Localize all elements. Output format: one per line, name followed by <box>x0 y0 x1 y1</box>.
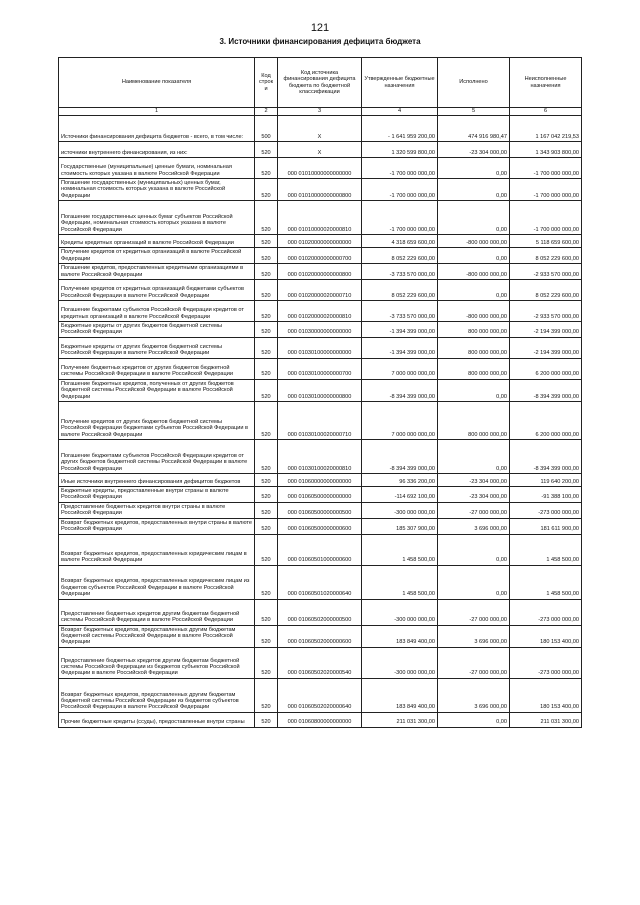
row-indicator-name: источники внутреннего финансирования, из них: <box>59 142 255 158</box>
row-indicator-name: Предоставление бюджетных кредитов другим бюджетам бюджетной системы Российской Федерации в валюте Российской Федерации <box>59 599 255 625</box>
row-line-code: 520 <box>255 358 278 379</box>
row-line-code: 520 <box>255 647 278 678</box>
row-indicator-name: Возврат бюджетных кредитов, предоставленных другим бюджетам бюджетной системы Российской Федерации из бюджетов субъектов Российской Федерации в валюте Российской Федерации <box>59 678 255 712</box>
row-approved-amount: 1 458 500,00 <box>362 534 438 565</box>
row-approved-amount: 7 000 000 000,00 <box>362 358 438 379</box>
row-executed-amount: 0,00 <box>438 565 510 599</box>
row-line-code: 520 <box>255 379 278 401</box>
row-source-code: 000 01060501000000600 <box>278 534 362 565</box>
row-indicator-name: Погашение бюджетами субъектов Российской Федерации кредитов от кредитных организаций в валюте Российской Федерации <box>59 300 255 321</box>
row-indicator-name: Иные источники внутреннего финансирования дефицитов бюджетов <box>59 474 255 487</box>
row-unexecuted-amount: -2 933 570 000,00 <box>510 264 582 280</box>
row-source-code: 000 01030100020000810 <box>278 440 362 474</box>
table-row <box>59 235 582 248</box>
row-line-code: 520 <box>255 565 278 599</box>
row-executed-amount: 474 916 980,47 <box>438 116 510 142</box>
row-line-code: 520 <box>255 712 278 727</box>
row-approved-amount: 96 336 200,00 <box>362 474 438 487</box>
row-line-code: 520 <box>255 502 278 518</box>
row-executed-amount: 3 696 000,00 <box>438 518 510 534</box>
row-executed-amount: -23 304 000,00 <box>438 487 510 503</box>
row-indicator-name: Возврат бюджетных кредитов, предоставленных юридическим лицам из бюджетов субъектов Российской Федерации в валюте Российской Федерации <box>59 565 255 599</box>
row-indicator-name: Государственные (муниципальные) ценные бумаги, номинальная стоимость которых указана в валюте Российской Федерации <box>59 158 255 179</box>
row-executed-amount: -27 000 000,00 <box>438 647 510 678</box>
table-row <box>59 625 582 647</box>
table-body <box>59 116 582 728</box>
table-row <box>59 534 582 565</box>
row-line-code: 520 <box>255 201 278 235</box>
column-number: 4 <box>362 108 438 116</box>
row-indicator-name: Погашение кредитов, предоставленных кредитными организациями в валюте Российской Федерации <box>59 264 255 280</box>
row-indicator-name: Получение кредитов от других бюджетов бюджетной системы Российской Федерации бюджетами субъектов Российской Федерации в валюте Российской Федерации <box>59 402 255 440</box>
row-indicator-name: Погашение государственных (муниципальных) ценных бумаг, номинальная стоимость которых указана в валюте Российской Федерации <box>59 179 255 201</box>
row-executed-amount: 0,00 <box>438 712 510 727</box>
row-source-code: 000 01030100000000700 <box>278 358 362 379</box>
table-row <box>59 647 582 678</box>
row-indicator-name: Возврат бюджетных кредитов, предоставленных другим бюджетам бюджетной системы Российской Федерации в валюте Российской Федерации <box>59 625 255 647</box>
header-line-code: Код строк и <box>255 58 278 108</box>
row-executed-amount: -23 304 000,00 <box>438 474 510 487</box>
row-executed-amount: 0,00 <box>438 179 510 201</box>
row-executed-amount: 0,00 <box>438 440 510 474</box>
row-line-code: 520 <box>255 279 278 300</box>
row-line-code: 500 <box>255 116 278 142</box>
row-source-code: 000 01030100000000800 <box>278 379 362 401</box>
row-line-code: 520 <box>255 534 278 565</box>
row-executed-amount: 0,00 <box>438 279 510 300</box>
row-executed-amount: -27 000 000,00 <box>438 502 510 518</box>
row-source-code: 000 01060000000000000 <box>278 474 362 487</box>
row-line-code: 520 <box>255 248 278 264</box>
row-line-code: 520 <box>255 625 278 647</box>
table-row <box>59 712 582 727</box>
row-executed-amount: 0,00 <box>438 201 510 235</box>
row-indicator-name: Возврат бюджетных кредитов, предоставленных внутри страны в валюте Российской Федерации <box>59 518 255 534</box>
row-indicator-name: Бюджетные кредиты от других бюджетов бюджетной системы Российской Федерации в валюте Российской Федерации <box>59 337 255 358</box>
row-line-code: 520 <box>255 678 278 712</box>
row-executed-amount: -23 304 000,00 <box>438 142 510 158</box>
row-approved-amount: 183 849 400,00 <box>362 678 438 712</box>
row-unexecuted-amount: 180 153 400,00 <box>510 678 582 712</box>
section-title: 3. Источники финансирования дефицита бюджета <box>219 37 421 46</box>
table-row <box>59 142 582 158</box>
row-approved-amount: 1 458 500,00 <box>362 565 438 599</box>
row-executed-amount: 3 696 000,00 <box>438 625 510 647</box>
row-line-code: 520 <box>255 300 278 321</box>
row-unexecuted-amount: -2 933 570 000,00 <box>510 300 582 321</box>
column-number-row <box>59 108 582 116</box>
table-row <box>59 402 582 440</box>
row-executed-amount: 800 000 000,00 <box>438 337 510 358</box>
row-approved-amount: -1 700 000 000,00 <box>362 179 438 201</box>
row-indicator-name: Погашение бюджетных кредитов, полученных от других бюджетов бюджетной системы Российской Федерации в валюте Российской Федерации <box>59 379 255 401</box>
row-unexecuted-amount: 181 611 900,00 <box>510 518 582 534</box>
row-line-code: 520 <box>255 474 278 487</box>
row-approved-amount: -1 700 000 000,00 <box>362 201 438 235</box>
row-indicator-name: Кредиты кредитных организаций в валюте Российской Федерации <box>59 235 255 248</box>
row-source-code: X <box>278 116 362 142</box>
row-approved-amount: 4 318 659 600,00 <box>362 235 438 248</box>
financing-sources-table <box>58 57 582 728</box>
row-source-code: 000 01060502020000640 <box>278 678 362 712</box>
header-indicator-name: Наименование показателя <box>59 58 255 108</box>
row-unexecuted-amount: 5 118 659 600,00 <box>510 235 582 248</box>
row-source-code: 000 01060502000000500 <box>278 599 362 625</box>
table-row <box>59 474 582 487</box>
row-executed-amount: 0,00 <box>438 158 510 179</box>
row-source-code: 000 01060500000000000 <box>278 487 362 503</box>
row-unexecuted-amount: -91 388 100,00 <box>510 487 582 503</box>
row-approved-amount: -1 394 399 000,00 <box>362 337 438 358</box>
row-executed-amount: 3 696 000,00 <box>438 678 510 712</box>
row-source-code: X <box>278 142 362 158</box>
row-indicator-name: Погашение государственных ценных бумаг субъектов Российской Федерации, номинальная стоимость которых указана в валюте Российской Федерации <box>59 201 255 235</box>
row-approved-amount: -300 000 000,00 <box>362 647 438 678</box>
column-number: 1 <box>59 108 255 116</box>
table-row <box>59 248 582 264</box>
row-unexecuted-amount: 119 640 200,00 <box>510 474 582 487</box>
row-source-code: 000 01020000000000800 <box>278 264 362 280</box>
header-unexecuted: Неисполненные назначения <box>510 58 582 108</box>
row-source-code: 000 01060500000000500 <box>278 502 362 518</box>
row-source-code: 000 01020000000000000 <box>278 235 362 248</box>
row-source-code: 000 01020000000000700 <box>278 248 362 264</box>
row-approved-amount: 8 052 229 600,00 <box>362 248 438 264</box>
table-row <box>59 201 582 235</box>
row-source-code: 000 01010000020000810 <box>278 201 362 235</box>
row-source-code: 000 01060502000000600 <box>278 625 362 647</box>
row-executed-amount: -800 000 000,00 <box>438 264 510 280</box>
row-source-code: 000 01020000020000810 <box>278 300 362 321</box>
row-unexecuted-amount: -273 000 000,00 <box>510 599 582 625</box>
table-row <box>59 279 582 300</box>
row-approved-amount: -114 692 100,00 <box>362 487 438 503</box>
row-indicator-name: Получение бюджетных кредитов от других бюджетов бюджетной системы Российской Федерации в валюте Российской Федерации <box>59 358 255 379</box>
table-row <box>59 358 582 379</box>
row-source-code: 000 01020000020000710 <box>278 279 362 300</box>
row-executed-amount: 800 000 000,00 <box>438 358 510 379</box>
row-line-code: 520 <box>255 235 278 248</box>
table-row <box>59 179 582 201</box>
row-line-code: 520 <box>255 599 278 625</box>
row-unexecuted-amount: 211 031 300,00 <box>510 712 582 727</box>
row-approved-amount: - 1 641 959 200,00 <box>362 116 438 142</box>
row-approved-amount: -3 733 570 000,00 <box>362 264 438 280</box>
row-approved-amount: 211 031 300,00 <box>362 712 438 727</box>
row-source-code: 000 01060501020000640 <box>278 565 362 599</box>
column-number: 5 <box>438 108 510 116</box>
row-executed-amount: -27 000 000,00 <box>438 599 510 625</box>
table-row <box>59 264 582 280</box>
row-indicator-name: Погашение бюджетами субъектов Российской Федерации кредитов от других бюджетов бюджетной системы Российской Федерации в валюте Российской Федерации <box>59 440 255 474</box>
row-line-code: 520 <box>255 321 278 337</box>
table-row <box>59 337 582 358</box>
table-row <box>59 565 582 599</box>
row-approved-amount: 1 320 599 800,00 <box>362 142 438 158</box>
row-unexecuted-amount: 1 343 903 800,00 <box>510 142 582 158</box>
table-row <box>59 116 582 142</box>
row-unexecuted-amount: 1 458 500,00 <box>510 534 582 565</box>
row-indicator-name: Получение кредитов от кредитных организаций в валюте Российской Федерации <box>59 248 255 264</box>
table-row <box>59 487 582 503</box>
row-unexecuted-amount: -1 700 000 000,00 <box>510 201 582 235</box>
row-indicator-name: Прочие бюджетные кредиты (ссуды), предоставленные внутри страны <box>59 712 255 727</box>
table-row <box>59 599 582 625</box>
column-number: 2 <box>255 108 278 116</box>
column-number: 6 <box>510 108 582 116</box>
row-source-code: 000 01030100000000000 <box>278 337 362 358</box>
row-line-code: 520 <box>255 402 278 440</box>
row-approved-amount: -300 000 000,00 <box>362 599 438 625</box>
row-unexecuted-amount: -8 394 399 000,00 <box>510 379 582 401</box>
row-approved-amount: -8 394 399 000,00 <box>362 379 438 401</box>
row-unexecuted-amount: 8 052 229 600,00 <box>510 279 582 300</box>
row-line-code: 520 <box>255 518 278 534</box>
row-indicator-name: Источники финансирования дефицита бюджетов - всего, в том числе: <box>59 116 255 142</box>
row-source-code: 000 01060500000000600 <box>278 518 362 534</box>
row-indicator-name: Бюджетные кредиты, предоставленные внутри страны в валюте Российской Федерации <box>59 487 255 503</box>
row-unexecuted-amount: 6 200 000 000,00 <box>510 402 582 440</box>
row-executed-amount: 0,00 <box>438 379 510 401</box>
row-approved-amount: -1 700 000 000,00 <box>362 158 438 179</box>
table-row <box>59 518 582 534</box>
row-line-code: 520 <box>255 158 278 179</box>
row-executed-amount: -800 000 000,00 <box>438 300 510 321</box>
page-number: 121 <box>310 22 330 34</box>
row-indicator-name: Предоставление бюджетных кредитов внутри страны в валюте Российской Федерации <box>59 502 255 518</box>
row-indicator-name: Бюджетные кредиты от других бюджетов бюджетной системы Российской Федерации <box>59 321 255 337</box>
row-executed-amount: 0,00 <box>438 534 510 565</box>
row-executed-amount: 800 000 000,00 <box>438 321 510 337</box>
table-row <box>59 502 582 518</box>
row-executed-amount: 0,00 <box>438 248 510 264</box>
row-indicator-name: Получение кредитов от кредитных организаций бюджетами субъектов Российской Федерации в валюте Российской Федерации <box>59 279 255 300</box>
row-unexecuted-amount: 180 153 400,00 <box>510 625 582 647</box>
table-row <box>59 379 582 401</box>
row-approved-amount: -8 394 399 000,00 <box>362 440 438 474</box>
row-source-code: 000 01010000000000800 <box>278 179 362 201</box>
row-source-code: 000 01060502020000540 <box>278 647 362 678</box>
row-source-code: 000 01030100020000710 <box>278 402 362 440</box>
row-unexecuted-amount: -1 700 000 000,00 <box>510 158 582 179</box>
row-approved-amount: 7 000 000 000,00 <box>362 402 438 440</box>
table-header-row <box>59 58 582 108</box>
header-source-code: Код источника финансирования дефицита бюджета по бюджетной классификации <box>278 58 362 108</box>
row-source-code: 000 01060800000000000 <box>278 712 362 727</box>
row-approved-amount: 185 307 900,00 <box>362 518 438 534</box>
row-approved-amount: 8 052 229 600,00 <box>362 279 438 300</box>
header-executed: Исполнено <box>438 58 510 108</box>
row-source-code: 000 01010000000000000 <box>278 158 362 179</box>
row-unexecuted-amount: -1 700 000 000,00 <box>510 179 582 201</box>
column-number: 3 <box>278 108 362 116</box>
row-executed-amount: -800 000 000,00 <box>438 235 510 248</box>
table-row <box>59 440 582 474</box>
row-unexecuted-amount: -273 000 000,00 <box>510 502 582 518</box>
row-unexecuted-amount: -8 394 399 000,00 <box>510 440 582 474</box>
row-unexecuted-amount: -273 000 000,00 <box>510 647 582 678</box>
row-unexecuted-amount: -2 194 399 000,00 <box>510 321 582 337</box>
row-indicator-name: Предоставление бюджетных кредитов другим бюджетам бюджетной системы Российской Федерации из бюджетов субъектов Российской Федерации в валюте Российской Федерации <box>59 647 255 678</box>
row-approved-amount: -1 394 399 000,00 <box>362 321 438 337</box>
table-row <box>59 158 582 179</box>
row-line-code: 520 <box>255 264 278 280</box>
header-approved: Утвержденные бюджетные назначения <box>362 58 438 108</box>
row-unexecuted-amount: 6 200 000 000,00 <box>510 358 582 379</box>
row-approved-amount: -3 733 570 000,00 <box>362 300 438 321</box>
row-line-code: 520 <box>255 142 278 158</box>
row-source-code: 000 01030000000000000 <box>278 321 362 337</box>
row-line-code: 520 <box>255 440 278 474</box>
row-approved-amount: -300 000 000,00 <box>362 502 438 518</box>
table-row <box>59 321 582 337</box>
table-row <box>59 300 582 321</box>
row-line-code: 520 <box>255 487 278 503</box>
row-indicator-name: Возврат бюджетных кредитов, предоставленных юридическим лицам в валюте Российской Федерации <box>59 534 255 565</box>
row-executed-amount: 800 000 000,00 <box>438 402 510 440</box>
row-unexecuted-amount: 8 052 229 600,00 <box>510 248 582 264</box>
table-row <box>59 678 582 712</box>
row-line-code: 520 <box>255 179 278 201</box>
row-unexecuted-amount: 1 167 042 219,53 <box>510 116 582 142</box>
row-line-code: 520 <box>255 337 278 358</box>
row-approved-amount: 183 849 400,00 <box>362 625 438 647</box>
row-unexecuted-amount: 1 458 500,00 <box>510 565 582 599</box>
row-unexecuted-amount: -2 194 399 000,00 <box>510 337 582 358</box>
